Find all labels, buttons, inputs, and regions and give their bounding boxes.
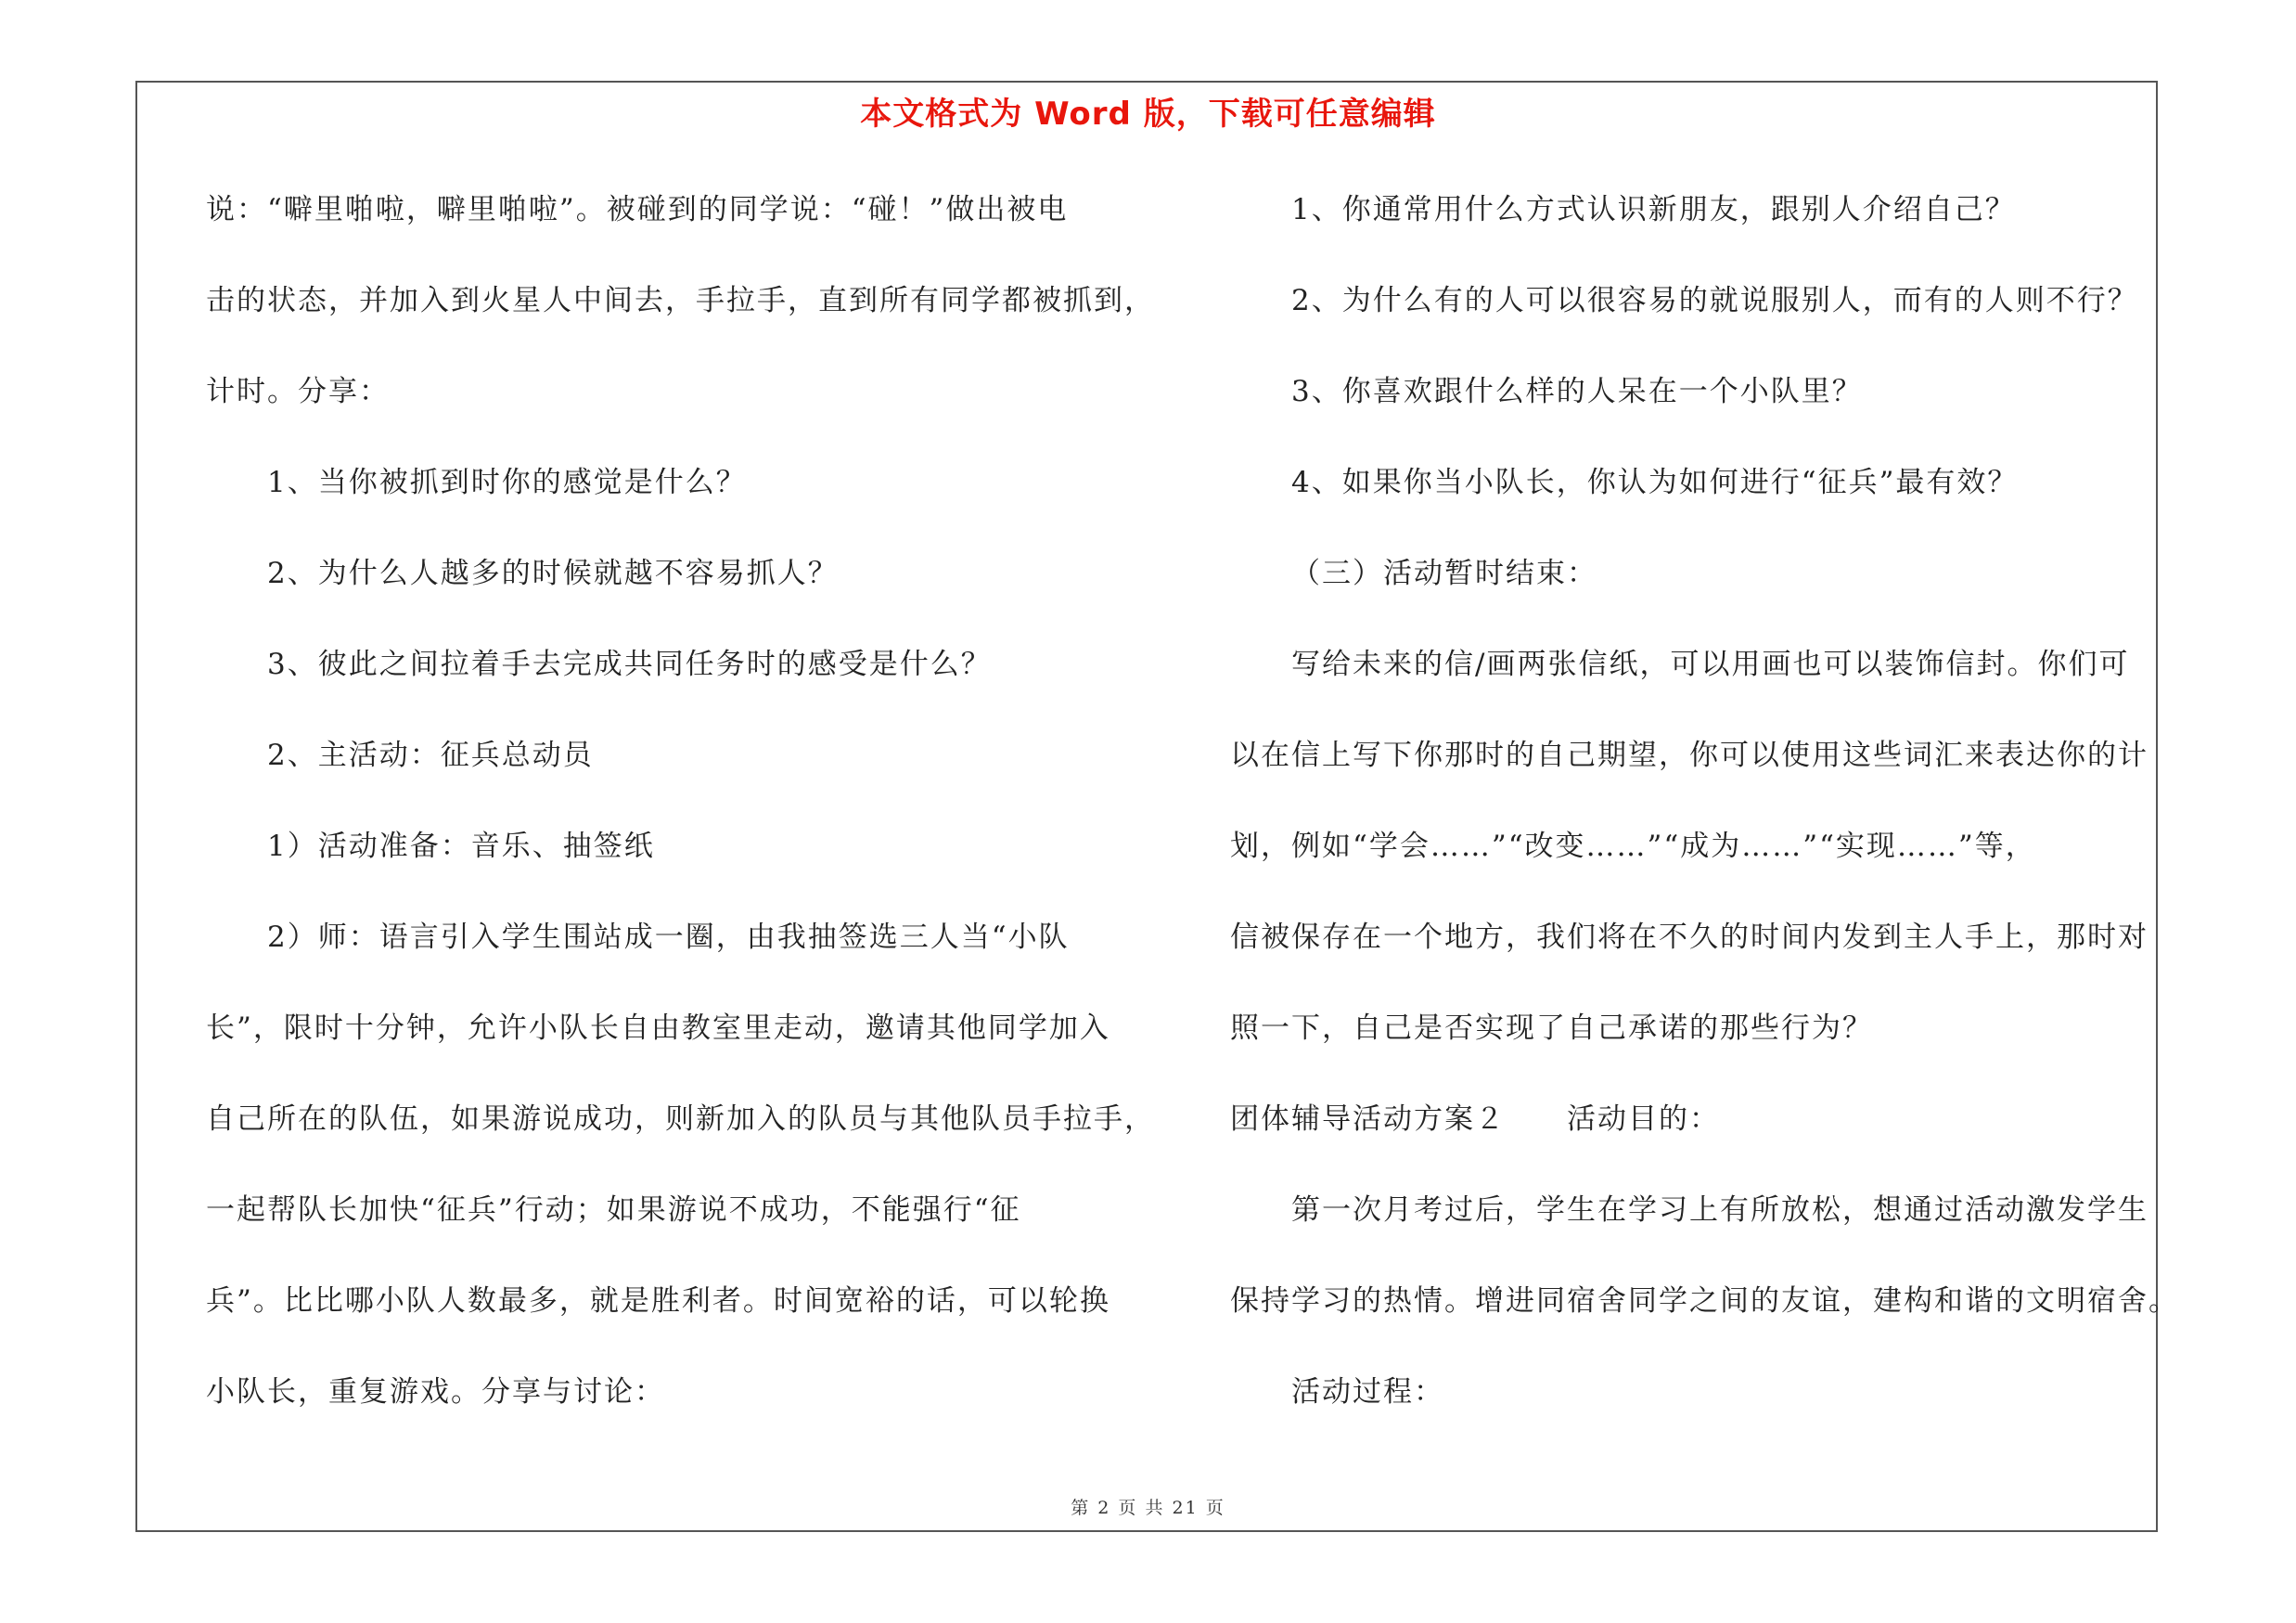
left-column-line: 一起帮队长加快“征兵”行动；如果游说不成功，不能强行“征: [206, 1193, 1021, 1227]
page-number-footer: 第 2 页 共 21 页: [1071, 1498, 1225, 1518]
right-column-line: 照一下，自己是否实现了自己承诺的那些行为？: [1230, 1011, 1873, 1045]
right-column-line: 保持学习的热情。增进同宿舍同学之间的友谊，建构和谐的文明宿舍。: [1230, 1284, 2179, 1318]
right-column-line: 划，例如“学会……”“改变……”“成为……”“实现……”等，: [1230, 830, 2036, 863]
left-text-column: [206, 182, 1155, 1455]
left-column-line: 3、彼此之间拉着手去完成共同任务时的感受是什么？: [267, 648, 992, 681]
right-column-line: 4、如果你当小队长，你认为如何进行“征兵”最有效？: [1291, 466, 2019, 499]
right-column-line: 团体辅导活动方案２ 活动目的：: [1230, 1102, 1720, 1136]
left-column-line: 长”，限时十分钟，允许小队长自由教室里走动，邀请其他同学加入: [206, 1011, 1110, 1045]
left-column-line: 击的状态，并加入到火星人中间去，手拉手，直到所有同学都被抓到，: [206, 284, 1155, 317]
left-column-line: 1、当你被抓到时你的感觉是什么？: [267, 466, 747, 499]
left-column-line: 自己所在的队伍，如果游说成功，则新加入的队员与其他队员手拉手，: [206, 1102, 1155, 1136]
right-column-line: 活动过程：: [1291, 1375, 1444, 1409]
document-banner: 本文格式为 Word 版，下载可任意编辑: [860, 96, 1436, 133]
left-column-line: 兵”。比比哪小队人数最多，就是胜利者。时间宽裕的话，可以轮换: [206, 1284, 1110, 1318]
right-column-line: 3、你喜欢跟什么样的人呆在一个小队里？: [1291, 375, 1863, 408]
right-column-line: （三）活动暂时结束：: [1291, 557, 1597, 590]
left-column-line: 说：“噼里啪啦，噼里啪啦”。被碰到的同学说：“碰！”做出被电: [206, 193, 1069, 226]
right-column-line: 1、你通常用什么方式认识新朋友，跟别人介绍自己？: [1291, 193, 2016, 226]
left-column-line: 小队长，重复游戏。分享与讨论：: [206, 1375, 665, 1409]
right-column-line: 写给未来的信/画两张信纸，可以用画也可以装饰信封。你们可: [1291, 648, 2130, 681]
left-column-line: 1）活动准备：音乐、抽签纸: [267, 830, 655, 863]
right-text-column: [1230, 182, 2179, 1455]
left-column-line: 2、为什么人越多的时候就越不容易抓人？: [267, 557, 839, 590]
right-column-line: 第一次月考过后，学生在学习上有所放松，想通过活动激发学生: [1291, 1193, 2148, 1227]
right-column-line: 以在信上写下你那时的自己期望，你可以使用这些词汇来表达你的计: [1230, 739, 2148, 772]
left-column-line: 2、主活动：征兵总动员: [267, 739, 594, 772]
right-column-line: 2、为什么有的人可以很容易的就说服别人，而有的人则不行？: [1291, 284, 2138, 317]
left-column-line: 2）师：语言引入学生围站成一圈，由我抽签选三人当“小队: [267, 921, 1070, 954]
left-column-line: 计时。分享：: [206, 375, 390, 408]
right-column-line: 信被保存在一个地方，我们将在不久的时间内发到主人手上，那时对: [1230, 921, 2148, 954]
